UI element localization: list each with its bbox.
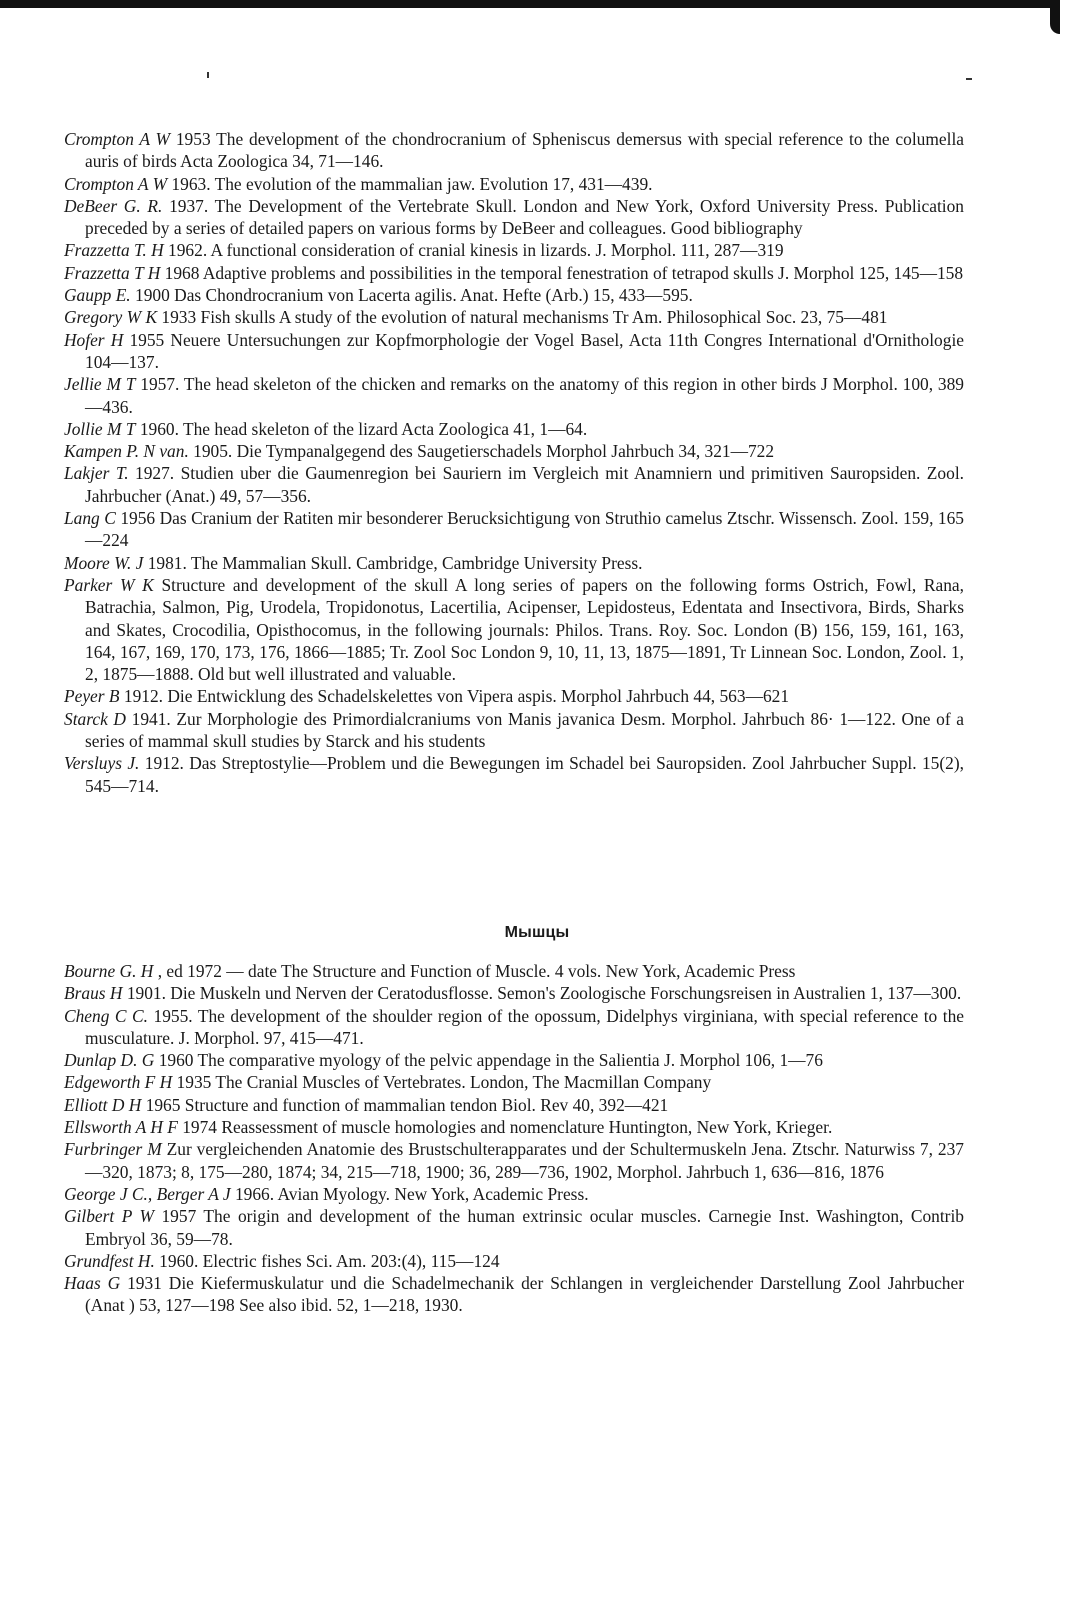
top-border-rule bbox=[0, 0, 1060, 8]
reference-author: Hofer H bbox=[64, 329, 124, 350]
reference-author: Crompton A W bbox=[64, 129, 171, 149]
reference-entry bbox=[64, 1272, 964, 1317]
top-border-corner bbox=[1050, 0, 1060, 34]
reference-text: 1912. Die Entwicklung des Schadelskelettes von Vipera aspis. Morphol Jahrbuch 44, 563—621 bbox=[119, 686, 790, 707]
reference-author: Gilbert P W bbox=[64, 1206, 154, 1227]
reference-author: Jollie M T bbox=[64, 418, 136, 439]
reference-list-skull bbox=[64, 128, 964, 797]
reference-entry bbox=[64, 173, 964, 195]
reference-entry bbox=[64, 574, 964, 685]
reference-list-muscles bbox=[64, 960, 964, 1317]
reference-text: 1956 Das Cranium der Ratiten mir besonderer Berucksichtigung von Struthio camelus Ztschr. Wissensch. Zool. 159, 165—224 bbox=[85, 508, 964, 551]
reference-text: 1965 Structure and function of mammalian tendon Biol. Rev 40, 392—421 bbox=[141, 1094, 669, 1115]
reference-author: Haas G bbox=[64, 1273, 121, 1294]
reference-entry bbox=[64, 306, 964, 328]
reference-author: Frazzetta T H bbox=[64, 262, 161, 283]
reference-author: Dunlap D. G bbox=[64, 1050, 155, 1071]
reference-entry bbox=[64, 752, 964, 797]
reference-entry bbox=[64, 960, 964, 982]
reference-author: Jellie M T bbox=[64, 374, 136, 395]
reference-text: 1912. Das Streptostylie—Problem und die Bewegungen im Schadel bei Sauropsiden. Zool Jahrbucher Suppl. 15(2), 545—714. bbox=[85, 753, 964, 796]
reference-author: Grundfest H. bbox=[64, 1250, 155, 1271]
reference-text: 1935 The Cranial Muscles of Vertebrates. London, The Macmillan Company bbox=[172, 1072, 712, 1093]
reference-entry bbox=[64, 262, 964, 284]
reference-author: DeBeer G. R. bbox=[64, 195, 163, 216]
scan-speck bbox=[966, 78, 972, 80]
reference-entry bbox=[64, 195, 964, 240]
reference-author: Moore W. J bbox=[64, 552, 144, 573]
reference-text: 1957. The head skeleton of the chicken and remarks on the anatomy of this region in other birds J Morphol. 100, 389—436. bbox=[85, 374, 964, 417]
reference-text: 1900 Das Chondrocranium von Lacerta agilis. Anat. Hefte (Arb.) 15, 433—595. bbox=[130, 285, 693, 306]
reference-author: Kampen P. N van. bbox=[64, 441, 189, 462]
reference-text: 1953 The development of the chondrocranium of Spheniscus demersus with special reference to the columella auris of birds Acta Zoologica 34, 71—146. bbox=[85, 129, 965, 172]
reference-entry bbox=[64, 418, 964, 440]
reference-text: 1974 Reassessment of muscle homologies and nomenclature Huntington, New York, Krieger. bbox=[177, 1117, 833, 1138]
reference-entry bbox=[64, 284, 964, 306]
reference-text: Zur vergleichenden Anatomie des Brustschulterapparates und der Schultermuskeln Jena. Ztschr. Naturwiss 7, 237—320, 1873; 8, 175—280, 1874; 34, 215—718, 1900; 36, 289—736, 1902, Morphol. Jahrbuch 1, 636—816, 1876 bbox=[85, 1139, 964, 1182]
reference-text: 1933 Fish skulls A study of the evolution of natural mechanisms Tr Am. Philosophical Soc. 23, 75—481 bbox=[157, 307, 888, 328]
reference-entry bbox=[64, 373, 964, 418]
reference-author: Ellsworth A H F bbox=[64, 1117, 178, 1138]
reference-entry bbox=[64, 239, 964, 261]
reference-author: Bourne G. H bbox=[64, 961, 154, 981]
reference-author: Peyer B bbox=[64, 686, 120, 707]
reference-entry bbox=[64, 1094, 964, 1116]
scan-speck bbox=[207, 72, 209, 78]
reference-text: 1901. Die Muskeln und Nerven der Ceratodusflosse. Semon's Zoologische Forschungsreisen in Australien 1, 137—300. bbox=[122, 983, 962, 1004]
reference-text: 1941. Zur Morphologie des Primordialcraniums von Manis javanica Desm. Morphol. Jahrbuch 86· 1—122. One of a series of mammal skull studies by Starck and his students bbox=[85, 708, 964, 752]
section-heading-muscles: Мышцы bbox=[504, 924, 570, 941]
reference-text: Structure and development of the skull A long series of papers on the following forms Ostrich, Fowl, Rana, Batrachia, Salmon, Pig, Urodela, Tropidonotus, Lacertilia, Acipenser, Lepidosteus, Edentata and Insectivora, Birds, Sharks and Skates, Crocodilia, Opisthocomus, in the following journals: Philos. Trans. Roy. Soc. London (B) 156, 159, 161, 163, 164, 167, 169, 170, 173, 176, 1866—1885; Tr. Zool Soc London 9, 10, 11, 13, 1875—1891, Tr Linnean Soc. London, Zool. 1, 2, 1875—1888. Old but well illustrated and valuable. bbox=[85, 574, 964, 685]
reference-author: Furbringer M bbox=[64, 1139, 162, 1160]
reference-author: Elliott D H bbox=[64, 1094, 142, 1115]
reference-entry bbox=[64, 1250, 964, 1272]
reference-author: Gaupp E. bbox=[64, 285, 131, 306]
reference-entry bbox=[64, 708, 964, 753]
reference-text: 1960. The head skeleton of the lizard Acta Zoologica 41, 1—64. bbox=[135, 418, 588, 439]
reference-text: 1960. Electric fishes Sci. Am. 203:(4), 115—124 bbox=[154, 1250, 500, 1271]
reference-text: 1963. The evolution of the mammalian jaw. Evolution 17, 431—439. bbox=[167, 173, 653, 194]
reference-text: 1981. The Mammalian Skull. Cambridge, Cambridge University Press. bbox=[143, 552, 643, 573]
reference-entry bbox=[64, 329, 964, 374]
reference-text: 1931 Die Kiefermuskulatur und die Schadelmechanik der Schlangen in vergleichender Darstellung Zool Jahrbucher (Anat ) 53, 127—198 See also ibid. 52, 1—218, 1930. bbox=[85, 1273, 964, 1316]
reference-author: Braus H bbox=[64, 983, 123, 1004]
reference-text: 1966. Avian Myology. New York, Academic Press. bbox=[230, 1183, 589, 1204]
reference-text: 1955 Neuere Untersuchungen zur Kopfmorphologie der Vogel Basel, Acta 11th Congres International d'Ornithologie 104—137. bbox=[85, 329, 964, 372]
reference-text: 1968 Adaptive problems and possibilities in the temporal fenestration of tetrapod skulls J. Morphol 125, 145—158 bbox=[160, 262, 964, 283]
reference-text: 1905. Die Tympanalgegend des Saugetierschadels Morphol Jahrbuch 34, 321—722 bbox=[188, 441, 775, 462]
reference-entry bbox=[64, 552, 964, 574]
reference-author: Edgeworth F H bbox=[64, 1072, 173, 1093]
reference-entry bbox=[64, 507, 964, 552]
reference-author: Gregory W K bbox=[64, 307, 158, 328]
reference-author: Cheng C C. bbox=[64, 1005, 148, 1026]
reference-text: 1957 The origin and development of the human extrinsic ocular muscles. Carnegie Inst. Washington, Contrib Embryol 36, 59—78. bbox=[85, 1206, 964, 1249]
reference-text: 1960 The comparative myology of the pelvic appendage in the Salientia J. Morphol 106, 1—76 bbox=[154, 1050, 823, 1071]
reference-entry bbox=[64, 440, 964, 462]
reference-entry bbox=[64, 1049, 964, 1071]
reference-entry bbox=[64, 1005, 964, 1050]
reference-author: Starck D bbox=[64, 708, 126, 729]
reference-text: 1937. The Development of the Vertebrate Skull. London and New York, Oxford University Press. Publication preceded by a series of detailed papers on various forms by DeBeer and colleagues. Good bibliography bbox=[85, 195, 964, 239]
reference-text: 1962. A functional consideration of cranial kinesis in lizards. J. Morphol. 111, 287—319 bbox=[163, 240, 784, 261]
reference-entry bbox=[64, 128, 964, 173]
reference-author: Lang C bbox=[64, 508, 116, 529]
reference-entry bbox=[64, 1183, 964, 1205]
reference-entry bbox=[64, 685, 964, 707]
reference-text: , ed 1972 — date The Structure and Function of Muscle. 4 vols. New York, Academic Press bbox=[153, 961, 796, 981]
reference-author: Versluys J. bbox=[64, 753, 140, 774]
reference-text: 1927. Studien uber die Gaumenregion bei Sauriern im Vergleich mit Anamniern und primitiven Sauropsiden. Zool. Jahrbucher (Anat.) 49, 57—356. bbox=[85, 463, 964, 506]
reference-entry bbox=[64, 1138, 964, 1183]
reference-entry bbox=[64, 982, 964, 1004]
reference-entry bbox=[64, 1071, 964, 1093]
reference-text: 1955. The development of the shoulder region of the opossum, Didelphys virginiana, with special reference to the musculature. J. Morphol. 97, 415—471. bbox=[85, 1005, 964, 1048]
reference-author: George J C., Berger A J bbox=[64, 1183, 231, 1204]
reference-author: Frazzetta T. H bbox=[64, 240, 164, 261]
reference-entry bbox=[64, 462, 964, 507]
reference-author: Lakjer T. bbox=[64, 463, 129, 484]
reference-entry bbox=[64, 1205, 964, 1250]
reference-author: Crompton A W bbox=[64, 173, 168, 194]
reference-author: Parker W K bbox=[64, 574, 154, 595]
reference-entry bbox=[64, 1116, 964, 1138]
